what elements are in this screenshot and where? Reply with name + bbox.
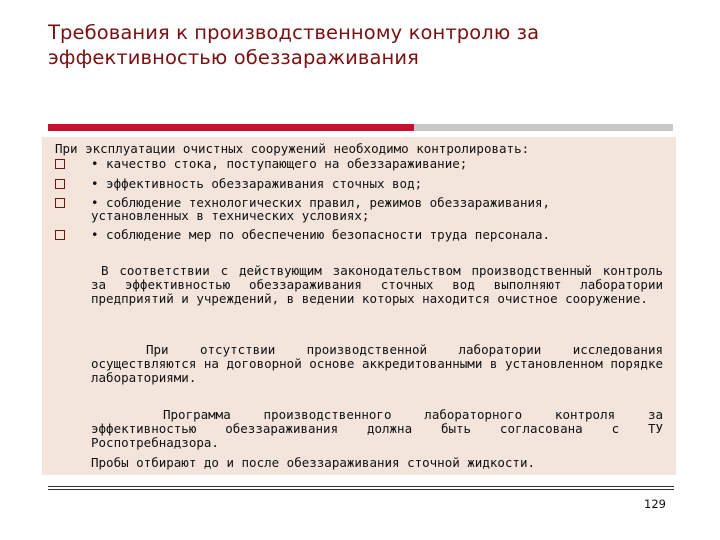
content-panel [42, 137, 676, 475]
bullet-text: • соблюдение технологических правил, режимов обеззараживания, [91, 195, 551, 210]
checkbox-square-icon [55, 230, 65, 240]
title-divider-accent [48, 124, 414, 131]
checkbox-square-icon [55, 159, 65, 169]
slide-title [48, 20, 688, 70]
intro-text: При эксплуатации очистных сооружений необходимо контролировать: [55, 141, 530, 156]
paragraph-legislation: В соответствии с действующим законодательством производственный контроль за эффективностью обеззараживания сточных вод выполняют лаборатории предприятий и учреждений, в ведении которых находится очистное сооружение. [91, 263, 663, 306]
page-number: 129 [644, 497, 666, 511]
title-line-1: Требования к производственному контролю за [48, 21, 540, 44]
bullet-text: • эффективность обеззараживания сточных вод; [91, 176, 423, 191]
checkbox-square-icon [55, 198, 65, 208]
bullet-text: • соблюдение мер по обеспечению безопасности труда персонала. [91, 227, 551, 242]
paragraph-program: Программа производственного лабораторного контроля за эффективностью обеззараживания должна быть согласована с ТУ Роспотребнадзора. [91, 407, 663, 450]
title-line-2: эффективностью обеззараживания [48, 46, 420, 69]
paragraph-no-lab: При отсутствии производственной лаборатории исследования осуществляются на договорной основе аккредитованными в установленном порядке лабораториями. [91, 342, 663, 385]
bullet-text: • качество стока, поступающего на обеззараживание; [91, 156, 468, 171]
bullet-text-continued: установленных в технических условиях; [91, 208, 370, 223]
footer-divider-2 [48, 489, 674, 490]
title-divider-bar [48, 124, 673, 131]
paragraph-samples: Пробы отбирают до и после обеззараживания сточной жидкости. [91, 455, 536, 470]
checkbox-square-icon [55, 179, 65, 189]
footer-divider [48, 486, 674, 487]
